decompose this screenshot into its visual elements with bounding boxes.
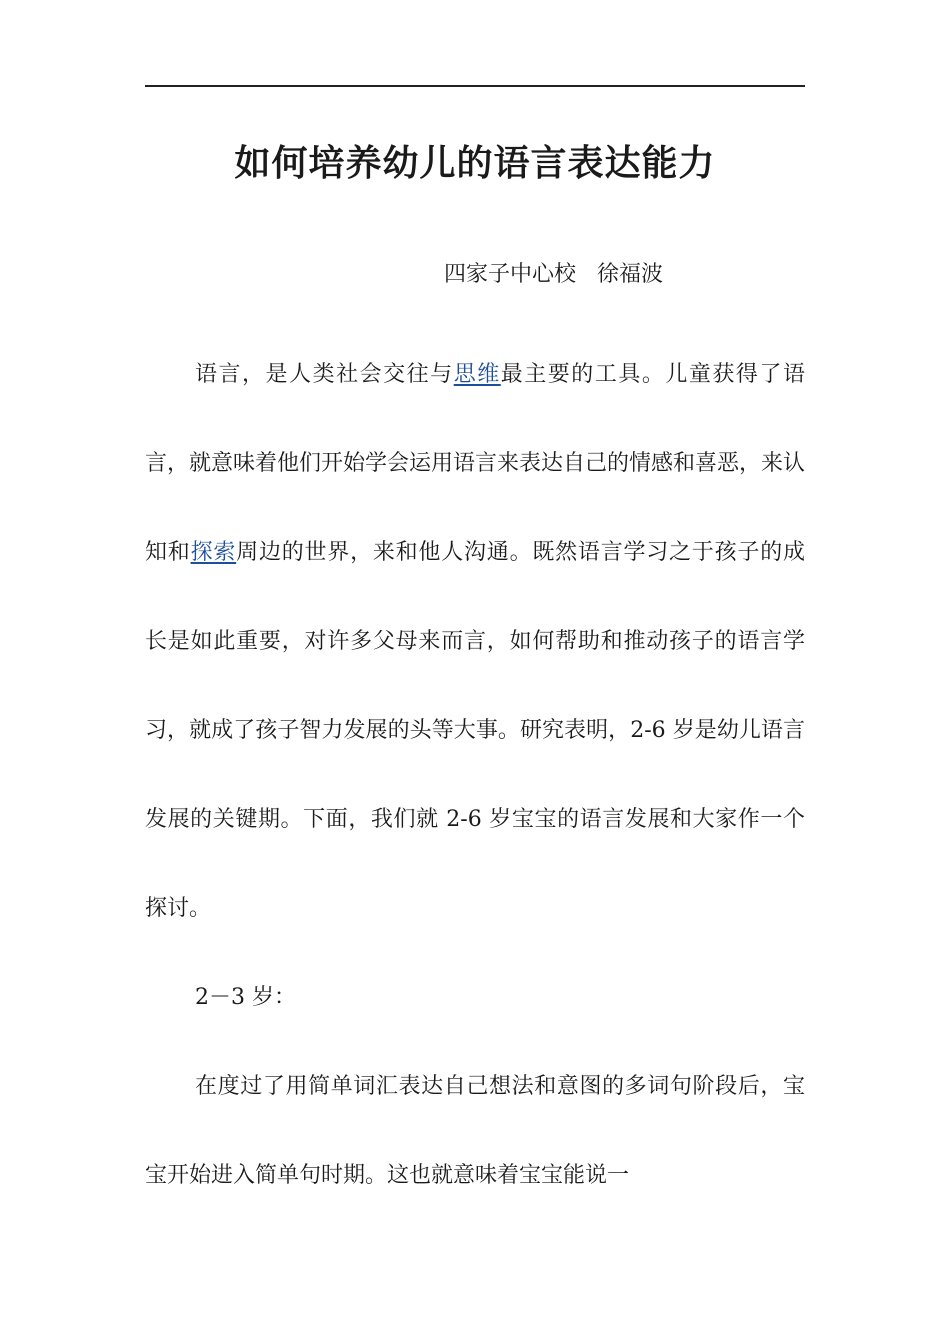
intro-text-1: 语言，是人类社会交往与 bbox=[195, 362, 454, 387]
intro-paragraph bbox=[145, 330, 805, 953]
link-siwei[interactable]: 思维 bbox=[453, 362, 501, 387]
link-tansuo[interactable]: 探索 bbox=[190, 540, 237, 565]
intro-text-2: 最主要的工具。儿童获得了语言，就意味着他们开始学会运用语言来表达自己的情感和喜恶，来认知和 bbox=[145, 362, 806, 565]
document-title: 如何培养幼儿的语言表达能力 bbox=[234, 143, 716, 184]
document-body bbox=[145, 330, 805, 1220]
intro-text-3: 周边的世界，来和他人沟通。既然语言学习之于孩子的成长是如此重要，对许多父母来而言，如何帮助和推动孩子的语言学习，就成了孩子智力发展的头等大事。研究表明，2-6 岁是幼儿语言发展的关键期。下面，我们就 2-6 岁宝宝的语言发展和大家作一个探讨。 bbox=[145, 540, 805, 921]
top-rule bbox=[145, 85, 805, 87]
author-byline: 四家子中心校 徐福波 bbox=[444, 262, 663, 287]
section-paragraph: 在度过了用简单词汇表达自己想法和意图的多词句阶段后，宝宝开始进入简单句时期。这也就意味着宝宝能说一 bbox=[145, 1074, 805, 1188]
section-heading-2-3: 2－3 岁： bbox=[195, 985, 296, 1010]
